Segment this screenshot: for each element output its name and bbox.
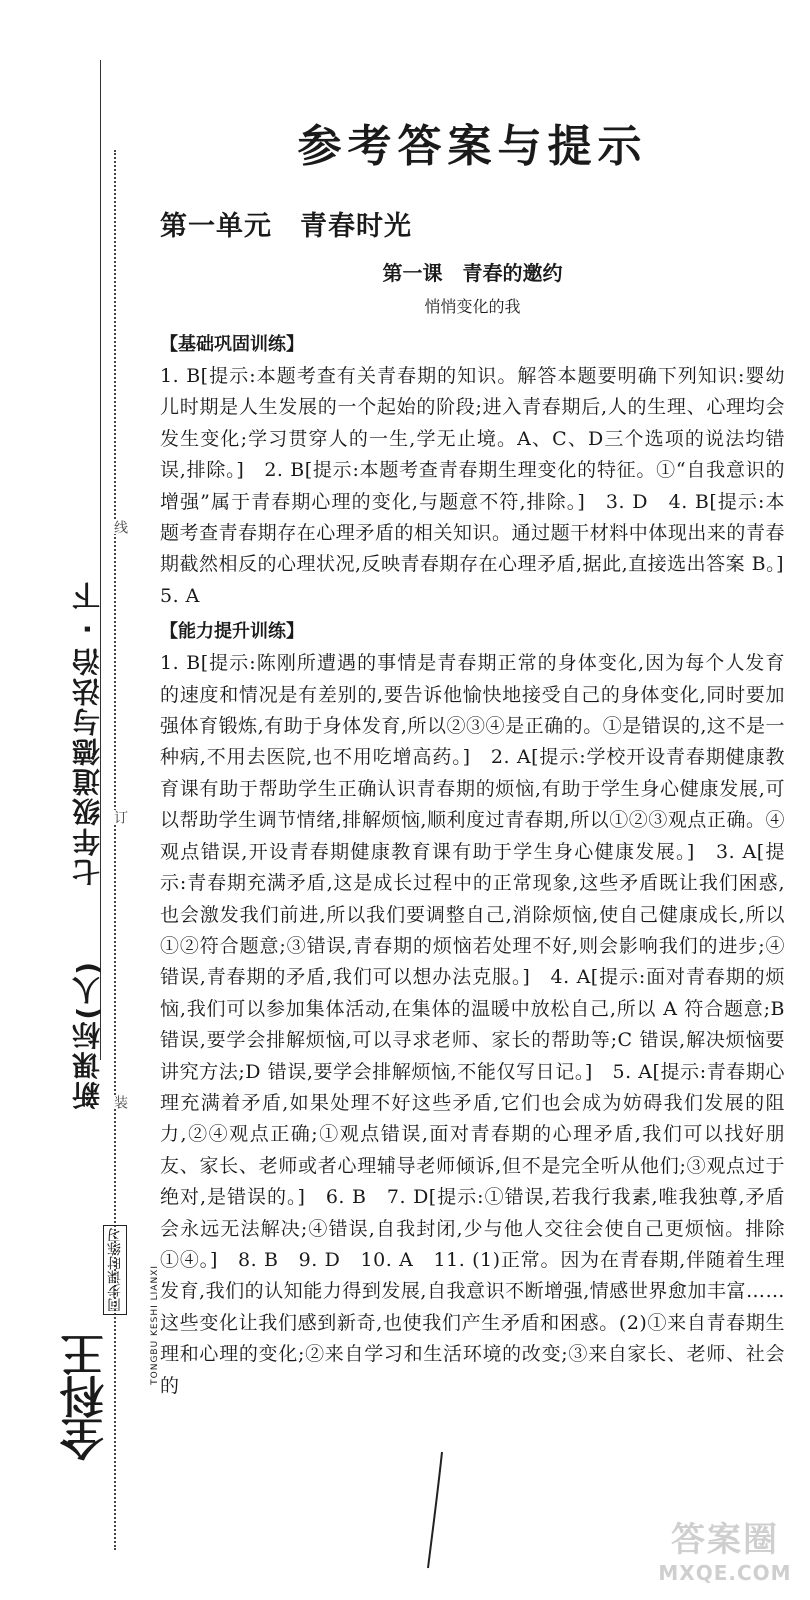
site-watermark [650, 1512, 800, 1592]
binding-mark-order: 订 [112, 810, 128, 824]
unit-title: 第一单元 青春时光 [160, 211, 412, 242]
book-series-title: 七年级道德与法治 · 下 [71, 580, 104, 887]
answer-content [160, 100, 785, 1402]
pen-scribble [420, 1450, 450, 1570]
lesson-subtitle: 悄悄变化的我 [424, 297, 521, 316]
logo-wordmark: 全科王 [61, 1335, 112, 1461]
binding-mark-bind: 装 [112, 1095, 128, 1109]
answer-paragraph: 5. A [160, 584, 200, 607]
page-title: 参考答案与提示 [297, 121, 648, 172]
section-basic [160, 329, 785, 612]
watermark-logo: 答案圈 [671, 1520, 779, 1560]
answer-paragraph: 1. B[提示:陈刚所遭遇的事情是青春期正常的身体变化,因为每个人发育的速度和情况是有差别的,要告诉他愉快地接受自己的身体变化,同时要加强体育锻炼,有助于身体发育,所以②③④是正确的。①是错误的,这不是一种病,不用去医院,也不用吃增高药。] 2. A[提示:学校开设青春期健康教育课有助于帮助学生正确认识青春期的烦恼,有助于学生身心健康发展,可以帮助学生调节情绪,排解烦恼,顺利度过青春期,所以①②③观点正确。④观点错误,开设青春期健康教育课有助于学生身心健康发展。] 3. A[提示:青春期充满矛盾,这是成长过程中的正常现象,这些矛盾既让我们困惑,也会激发我们前进,所以我们要调整自己,消除烦恼,使自己健康成长,所以①②符合题意;③错误,青春期的烦恼若处理不好,则会影响我们的进步;④错误,青春期的矛盾,我们可以想办法克服。] 4. A[提示:面对青春期的烦恼,我们可以参加集体活动,在集体的温暖中放松自己,所以 A 符合题意;B 错误,要学会排解烦恼,可以寻求老师、家长的帮助等;C 错误,解决烦恼要讲究方法;D 错误,要学会排解烦恼,不能仅写日记。] 5. A[提示:青春期心理充满着矛盾,如果处理不好这些矛盾,它们也会成为妨碍我们发展的阻力,②④观点正确;①观点错误,面对青春期的心理矛盾,我们可以找好朋友、家长、老师或者心理辅导老师倾诉,但不是完全听从他们;③观点过于绝对,是错误的。] 6. B 7. D[提示:①错误,若我行我素,唯我独尊,矛盾会永远无法解决;④错误,自我封闭,少与他人交往会使自己更烦恼。排除①④。] 8. B 9. D 10. A 11. (1)正常。因为在青春期,伴随着生理发育,我们的认知能力得到发展,自我意识不断增强,情感世界愈加丰富……这些变化让我们感到新奇,也使我们产生矛盾和困惑。(2)①来自青春期生理和心理的变化;②来自学习和生活环境的改变;③来自家长、老师、社会的 [160, 652, 785, 1397]
section-heading: 【能力提升训练】 [160, 621, 304, 643]
answer-paragraph: 1. B[提示:本题考查有关青春期的知识。解答本题要明确下列知识:婴幼儿时期是人生发展的一个起始的阶段;进入青春期后,人的生理、心理均会发生变化;学习贯穿人的一生,学无止境。A、C、D三个选项的说法均错误,排除。] 2. B[提示:本题考查青春期生理变化的特征。①“自我意识的增强”属于青春期心理的变化,与题意不符,排除。] 3. D 4. B[提示:本题考查青春期存在心理矛盾的相关知识。通过题干材料中体现出来的青春期截然相反的心理状况,反映青春期存在心理矛盾,据此,直接选出答案 B。] [160, 365, 785, 576]
section-heading: 【基础巩固训练】 [160, 334, 304, 355]
watermark-url: MXQE.COM [658, 1561, 792, 1585]
logo-subtitle: 同步课时练习 [103, 1225, 127, 1315]
spine-rule [100, 60, 101, 1060]
logo-pinyin: TONGBU KESHI LIANXI [150, 1265, 160, 1385]
section-advanced [160, 616, 785, 1402]
binding-mark-line: 线 [112, 520, 128, 534]
book-edition: 新课标(人) [71, 960, 104, 1110]
lesson-title: 第一课 青春的邀约 [382, 261, 563, 285]
publisher-logo [55, 1215, 135, 1545]
